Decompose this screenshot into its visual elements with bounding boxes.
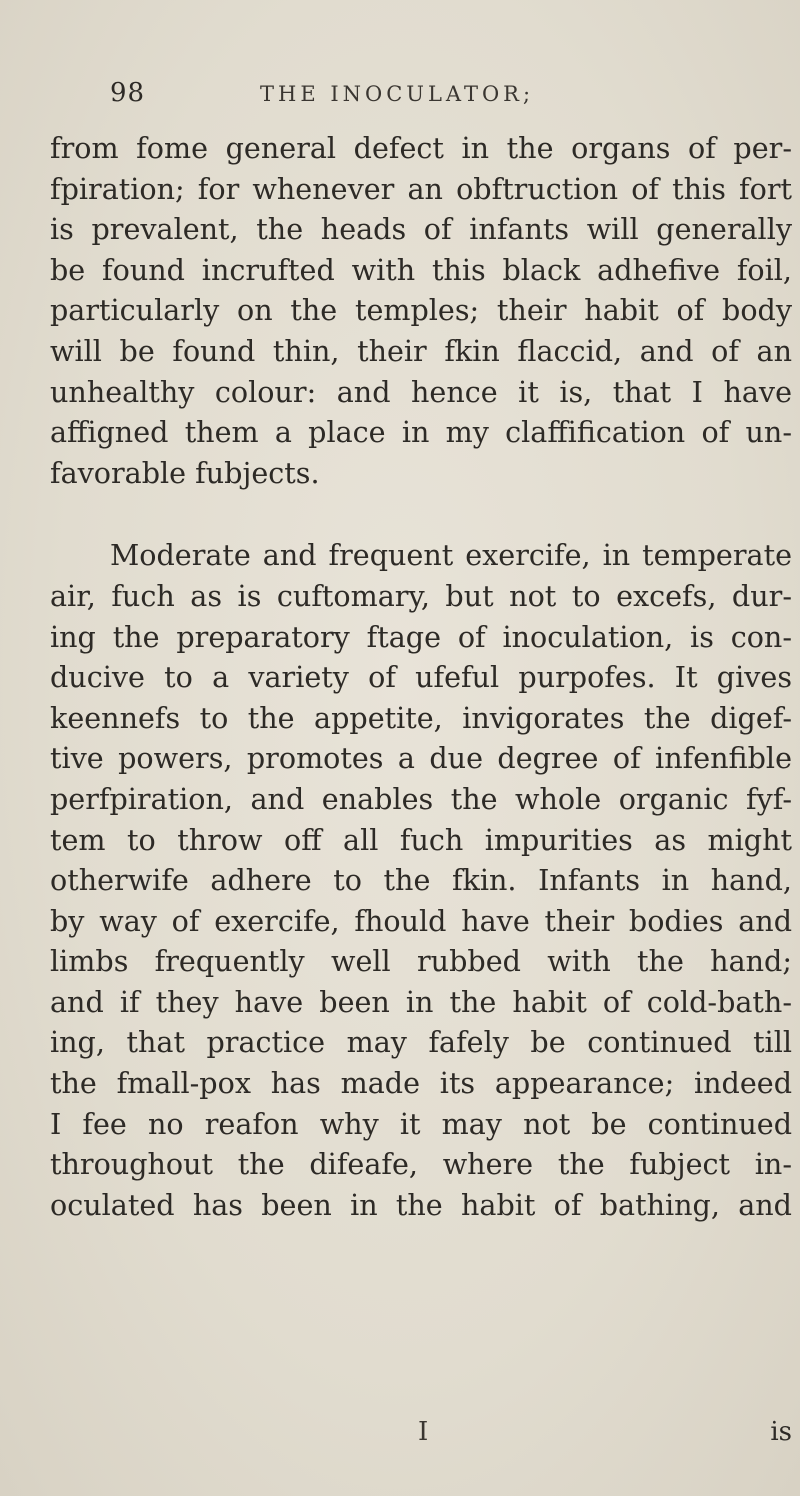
text-line: affigned them a place in my claffification of un- (50, 415, 792, 450)
text-line: ducive to a variety of ufeful purpofes. It gives (50, 660, 792, 695)
text-line: ing, that practice may fafely be continued till (50, 1025, 792, 1060)
text-line: favorable fubjects. (50, 455, 320, 490)
catchword: is (770, 1417, 792, 1447)
paragraph-2 (50, 535, 792, 1225)
paragraph-gap (50, 493, 792, 535)
text-line: I fee no reafon why it may not be continued (50, 1106, 792, 1141)
text-line: Moderate and frequent exercife, in temperate (110, 538, 792, 573)
text-line: from fome general defect in the organs of per- (50, 131, 792, 165)
text-line: perfpiration, and enables the whole organic fyf- (50, 781, 792, 816)
text-line: oculated has been in the habit of bathing, and (50, 1187, 792, 1222)
text-line: is prevalent, the heads of infants will generally (50, 212, 792, 247)
text-line: the fmall-pox has made its appearance; indeed (50, 1066, 792, 1101)
text-line: throughout the difeafe, where the fubject in- (50, 1147, 792, 1182)
text-line: by way of exercife, fhould have their bodies and (50, 903, 792, 938)
text-line: keennefs to the appetite, invigorates the digef- (50, 700, 792, 735)
text-line: particularly on the temples; their habit of body (50, 293, 792, 328)
paragraph-1 (50, 128, 792, 493)
page-header (110, 78, 710, 118)
text-line: tive powers, promotes a due degree of infenfible (50, 741, 792, 776)
page-footer (50, 1417, 792, 1457)
text-line: fpiration; for whenever an obftruction of this fort (50, 171, 792, 206)
text-line: tem to throw off all fuch impurities as might (50, 822, 792, 857)
text-line: air, fuch as is cuftomary, but not to excefs, dur- (50, 578, 792, 613)
text-line: limbs frequently well rubbed with the hand; (50, 944, 792, 979)
text-line: will be found thin, their fkin flaccid, and of an (50, 333, 792, 368)
signature-mark: I (418, 1417, 431, 1447)
text-line: unhealthy colour: and hence it is, that I have (50, 374, 792, 409)
running-head: THE INOCULATOR; (260, 82, 535, 106)
text-line: be found incrufted with this black adhefive foil, (50, 252, 792, 287)
text-line: otherwife adhere to the fkin. Infants in hand, (50, 863, 792, 898)
text-line: ing the preparatory ftage of inoculation, is con- (50, 619, 792, 654)
body-text (50, 128, 792, 1225)
page-number: 98 (110, 78, 146, 108)
text-line: and if they have been in the habit of cold-bath- (50, 984, 792, 1019)
